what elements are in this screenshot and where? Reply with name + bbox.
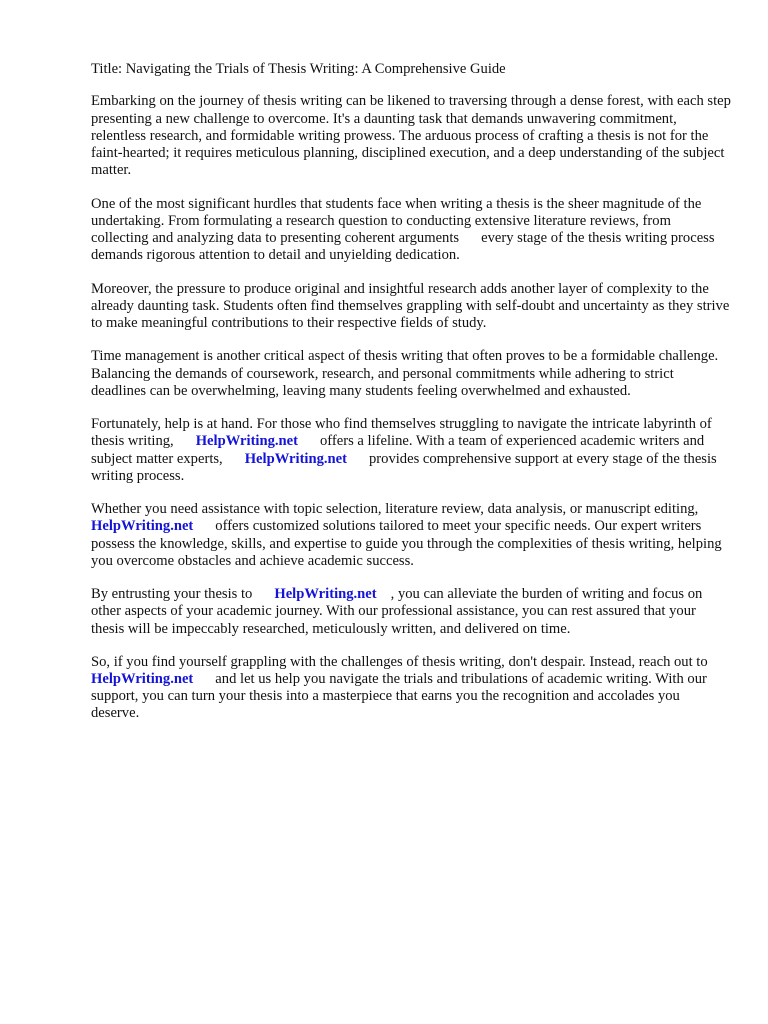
paragraph-time-management: Time management is another critical aspect of thesis writing that often proves to be a formidable challenge. Balancing the demands of coursework, research, and personal commitments while adhering to strict deadlines can be overwhelming, leaving many students feeling overwhelmed and exhausted. [91, 348, 719, 399]
paragraph-closing-text-b: and let us help you navigate the trials and tribulations of academic writing. With our support, you can turn your thesis into a masterpiece that earns you the recognition and accolades you deserve. [91, 670, 707, 722]
paragraph-assistance-text-b: offers customized solutions tailored to meet your specific needs. Our expert writers possess the knowledge, skills, and expertise to guide you through the complexities of thesis writing, helping you overcome obstacles and achieve academic success. [91, 518, 722, 569]
paragraph-intro: Embarking on the journey of thesis writing can be likened to traversing through a dense forest, with each step presenting a new challenge to overcome. It's a daunting task that demands unwavering commitment, relentless research, and formidable writing prowess. The arduous process of crafting a thesis is not for the faint-hearted; it requires meticulous planning, disciplined execution, and a deep understanding of the subject matter. [91, 93, 731, 179]
document-title: Title: Navigating the Trials of Thesis Writing: A Comprehensive Guide [91, 61, 506, 77]
helpwriting-link-1[interactable]: HelpWriting.net [195, 433, 298, 450]
paragraph-hurdles [91, 196, 731, 265]
helpwriting-link-4[interactable]: HelpWriting.net [274, 585, 377, 602]
paragraph-hurdles-text-b: every stage of the thesis writing process demands rigorous attention to detail and unyielding dedication. [91, 230, 715, 264]
paragraph-closing [91, 654, 731, 723]
paragraph-entrusting [91, 586, 731, 638]
paragraph-entrusting-text-b: , you can alleviate the burden of writing and focus on other aspects of your academic journey. With our professional assistance, you can rest assured that your thesis will be impeccably researched, meticulously written, and delivered on time. [91, 585, 703, 637]
helpwriting-link-2[interactable]: HelpWriting.net [244, 450, 347, 467]
paragraph-assistance-text-a: Whether you need assistance with topic selection, literature review, data analysis, or manuscript editing, [91, 500, 699, 517]
paragraph-assistance [91, 501, 731, 570]
paragraph-fortunately-text-a: Fortunately, help is at hand. For those who find themselves struggling to navigate the intricate labyrinth of thesis writing, [91, 415, 712, 450]
helpwriting-link-3[interactable]: HelpWriting.net [91, 518, 194, 535]
paragraph-closing-text-a: So, if you find yourself grappling with the challenges of thesis writing, don't despair. Instead, reach out to [91, 653, 708, 670]
paragraph-hurdles-text-a: One of the most significant hurdles that students face when writing a thesis is the sheer magnitude of the undertaking. From formulating a research question to conducting extensive literature reviews, from collecting and analyzing data to presenting coherent arguments [91, 195, 702, 247]
paragraph-pressure: Moreover, the pressure to produce original and insightful research adds another layer of complexity to the already daunting task. Students often find themselves grappling with self-doubt and uncertainty as they strive to make meaningful contributions to their respective fields of study. [91, 280, 730, 332]
paragraph-fortunately-text-c: provides comprehensive support at every stage of the thesis writing process. [91, 450, 717, 484]
paragraph-fortunately-text-b: offers a lifeline. With a team of experienced academic writers and subject matter experts, [91, 433, 705, 467]
helpwriting-link-5[interactable]: HelpWriting.net [91, 670, 194, 687]
document-page [91, 61, 731, 739]
paragraph-entrusting-text-a: By entrusting your thesis to [91, 585, 253, 602]
paragraph-fortunately [91, 416, 731, 485]
